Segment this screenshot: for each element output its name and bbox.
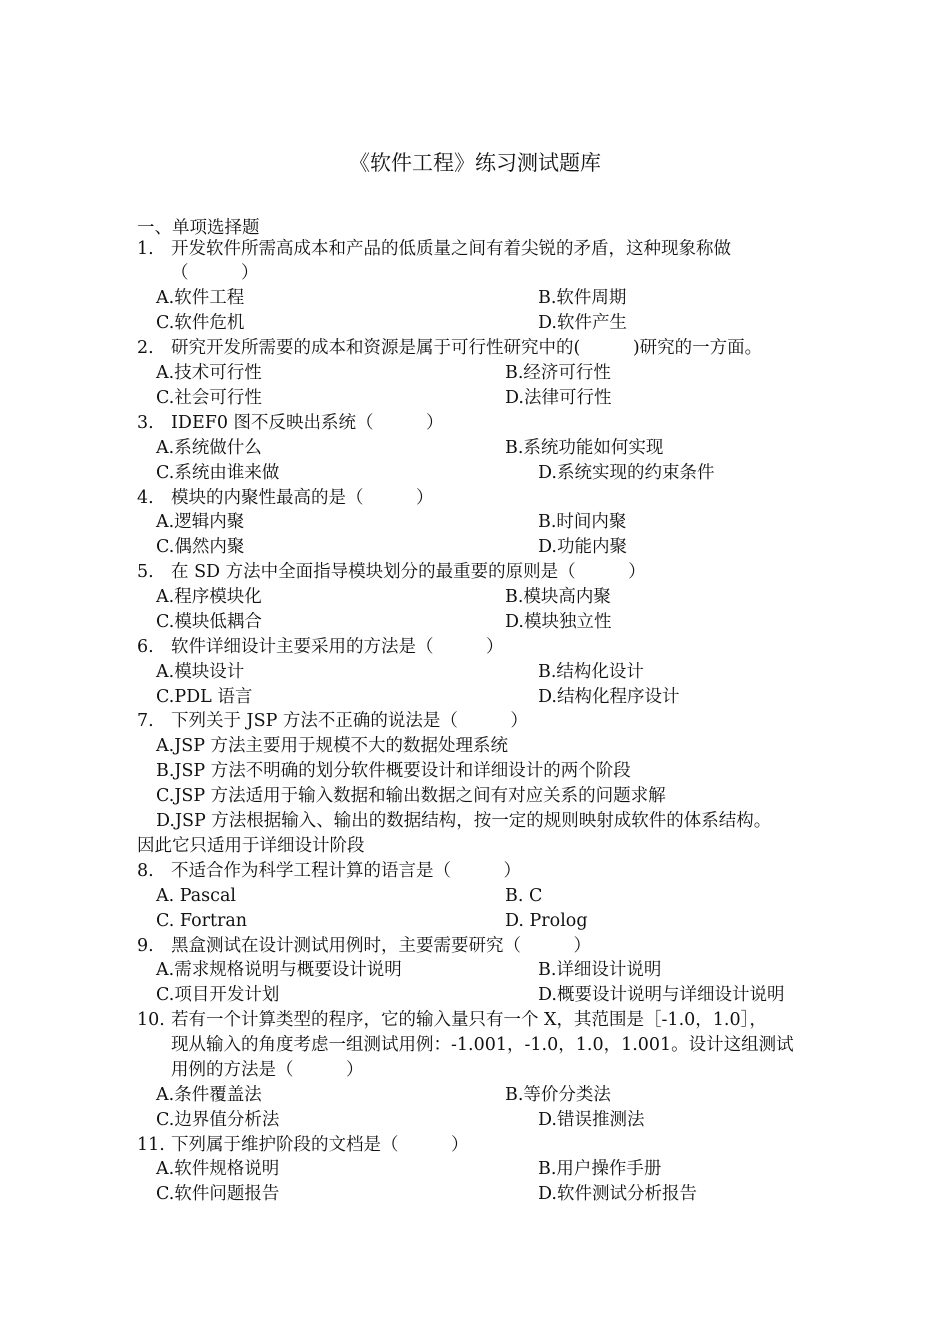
question-text: 在 SD 方法中全面指导模块划分的最重要的原则是（ ） [171,562,646,582]
option-d: D.概要设计说明与详细设计说明 [538,985,785,1005]
page-title: 《软件工程》练习测试题库 [349,151,601,175]
option-a: A.逻辑内聚 [156,512,245,532]
question-number: 5. [137,562,154,582]
option-d-continued: 因此它只适用于详细设计阶段 [137,836,365,856]
option-c: C.模块低耦合 [156,612,262,632]
option-d: D.功能内聚 [538,537,627,557]
option-c: C.系统由谁来做 [156,463,280,483]
option-d: D.系统实现的约束条件 [538,463,715,483]
question-number: 7. [137,711,154,731]
option-d: D.软件测试分析报告 [538,1184,697,1204]
option-c: C.JSP 方法适用于输入数据和输出数据之间有对应关系的问题求解 [156,786,666,806]
option-d: D.JSP 方法根据输入、输出的数据结构，按一定的规则映射成软件的体系结构。 [156,811,772,831]
option-d: D.结构化程序设计 [538,687,680,707]
option-c: C.偶然内聚 [156,537,245,557]
section-heading: 一、单项选择题 [137,218,260,238]
question-text: 若有一个计算类型的程序，它的输入量只有一个 X，其范围是［-1.0，1.0］， [171,1010,767,1030]
option-c: C.边界值分析法 [156,1110,280,1130]
option-d: D.错误推测法 [538,1110,645,1130]
option-d: D.软件产生 [538,313,627,333]
question-text: 开发软件所需高成本和产品的低质量之间有着尖锐的矛盾，这种现象称做 [171,239,731,259]
question-text: 模块的内聚性最高的是（ ） [171,488,434,508]
question-text: 不适合作为科学工程计算的语言是（ ） [171,861,521,881]
option-b: B.用户操作手册 [538,1159,662,1179]
question-number: 10. [137,1010,165,1030]
question-number: 8. [137,861,154,881]
option-d: D.法律可行性 [505,388,612,408]
question-text: 研究开发所需要的成本和资源是属于可行性研究中的( )研究的一方面。 [171,338,763,358]
question-number: 2. [137,338,154,358]
question-number: 4. [137,488,154,508]
question-text: 软件详细设计主要采用的方法是（ ） [171,637,504,657]
option-a: A.需求规格说明与概要设计说明 [156,960,402,980]
option-a: A.技术可行性 [156,363,262,383]
option-c: C.PDL 语言 [156,687,253,707]
question-text: 用例的方法是（ ） [171,1060,364,1080]
option-a: A. Pascal [156,886,236,906]
option-b: B.系统功能如何实现 [505,438,664,458]
question-number: 6. [137,637,154,657]
question-text: 现从输入的角度考虑一组测试用例：-1.001，-1.0，1.0，1.001。设计这组测试 [171,1035,794,1055]
option-c: C.社会可行性 [156,388,262,408]
option-d: D. Prolog [505,911,588,931]
option-a: A.软件工程 [156,288,245,308]
option-b: B.详细设计说明 [538,960,662,980]
question-number: 3. [137,413,154,433]
option-a: A.JSP 方法主要用于规模不大的数据处理系统 [156,736,509,756]
option-a: A.程序模块化 [156,587,262,607]
option-a: A.条件覆盖法 [156,1085,262,1105]
option-a: A.系统做什么 [156,438,262,458]
question-text: 黑盒测试在设计测试用例时，主要需要研究（ ） [171,936,591,956]
option-b: B.时间内聚 [538,512,627,532]
option-c: C.项目开发计划 [156,985,280,1005]
option-b: B.等价分类法 [505,1085,611,1105]
option-b: B.经济可行性 [505,363,611,383]
question-text: 下列关于 JSP 方法不正确的说法是（ ） [171,711,528,731]
option-c: C. Fortran [156,911,248,931]
option-a: A.软件规格说明 [156,1159,280,1179]
option-c: C.软件危机 [156,313,245,333]
option-b: B.结构化设计 [538,662,644,682]
question-number: 11. [137,1135,165,1155]
option-d: D.模块独立性 [505,612,612,632]
question-text: （ ） [171,263,259,283]
option-c: C.软件问题报告 [156,1184,280,1204]
question-number: 1. [137,239,154,259]
option-a: A.模块设计 [156,662,245,682]
question-text: IDEF0 图不反映出系统（ ） [171,413,444,433]
question-number: 9. [137,936,154,956]
option-b: B. C [505,886,543,906]
option-b: B.模块高内聚 [505,587,611,607]
option-b: B.软件周期 [538,288,627,308]
option-b: B.JSP 方法不明确的划分软件概要设计和详细设计的两个阶段 [156,761,631,781]
question-text: 下列属于维护阶段的文档是（ ） [171,1135,469,1155]
